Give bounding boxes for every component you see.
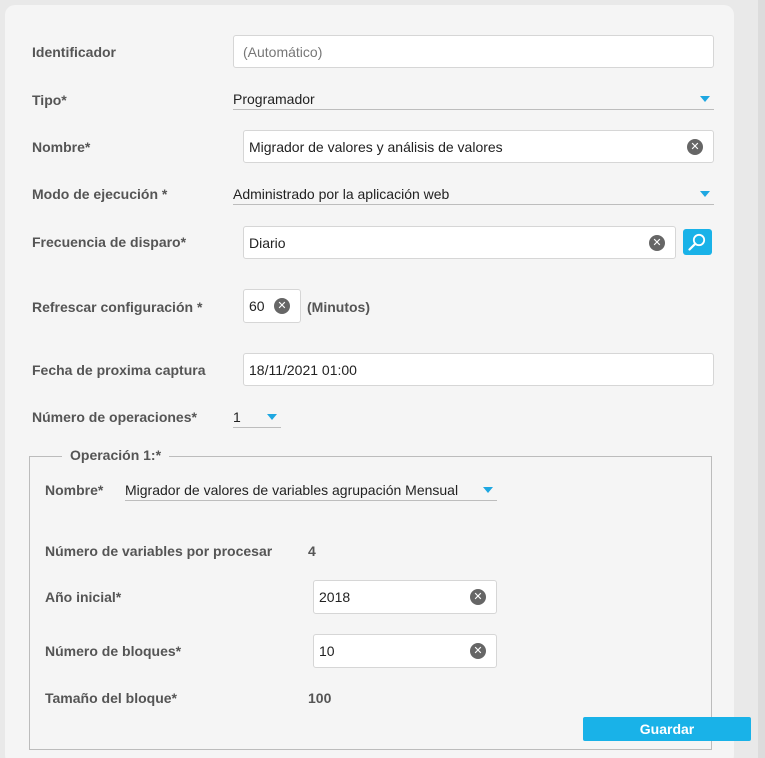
tamano-bloque-value: 100 [308,690,332,706]
search-button[interactable] [683,229,712,255]
num-operaciones-label: Número de operaciones* [32,409,197,425]
op-nombre-select[interactable] [125,479,497,501]
anio-inicial-label: Año inicial* [45,589,122,605]
modo-select[interactable] [233,183,714,205]
num-variables-value: 4 [308,543,316,559]
clear-icon[interactable]: ✕ [470,589,486,605]
frecuencia-label: Frecuencia de disparo* [32,234,187,250]
refrescar-unit: (Minutos) [307,299,370,315]
refrescar-label: Refrescar configuración * [32,299,203,315]
search-icon [688,233,707,251]
chevron-down-icon[interactable] [267,414,277,420]
clear-icon[interactable]: ✕ [649,235,665,251]
nombre-value: Migrador de valores y análisis de valores [249,138,503,155]
clear-icon[interactable]: ✕ [470,643,486,659]
tipo-value: Programador [233,90,315,107]
op-nombre-label: Nombre* [45,482,104,498]
fecha-label: Fecha de proxima captura [32,362,206,378]
operacion-legend: Operación 1:* [62,447,169,463]
chevron-down-icon[interactable] [700,191,710,197]
num-bloques-input[interactable] [313,634,497,668]
modo-label: Modo de ejecución * [32,186,168,202]
tipo-select[interactable] [233,88,714,110]
identificador-input[interactable] [233,35,714,68]
frecuencia-input[interactable] [243,226,676,259]
nombre-label: Nombre* [32,139,91,155]
tipo-label: Tipo* [32,92,67,108]
frecuencia-value: Diario [249,234,286,251]
refrescar-input[interactable] [243,289,301,323]
save-button[interactable]: Guardar [583,717,751,741]
modo-value: Administrado por la aplicación web [233,185,450,202]
num-operaciones-select[interactable] [233,406,281,428]
scrollbar-track[interactable] [758,0,765,758]
clear-icon[interactable]: ✕ [274,298,290,314]
anio-inicial-input[interactable] [313,580,497,614]
clear-icon[interactable]: ✕ [687,139,703,155]
fecha-value: 18/11/2021 01:00 [249,361,357,378]
identificador-label: Identificador [32,44,117,60]
fecha-input[interactable] [243,353,714,386]
num-operaciones-value: 1 [233,408,241,425]
anio-inicial-value: 2018 [319,589,351,605]
num-bloques-label: Número de bloques* [45,643,182,659]
refrescar-value: 60 [249,298,265,314]
num-variables-label: Número de variables por procesar [45,543,273,559]
identificador-placeholder: (Automático) [243,43,323,60]
op-nombre-value: Migrador de valores de variables agrupación Mensual [125,481,459,498]
num-bloques-value: 10 [319,643,335,659]
nombre-input[interactable] [243,130,714,163]
chevron-down-icon[interactable] [700,96,710,102]
tamano-bloque-label: Tamaño del bloque* [45,690,177,706]
chevron-down-icon[interactable] [483,487,493,493]
